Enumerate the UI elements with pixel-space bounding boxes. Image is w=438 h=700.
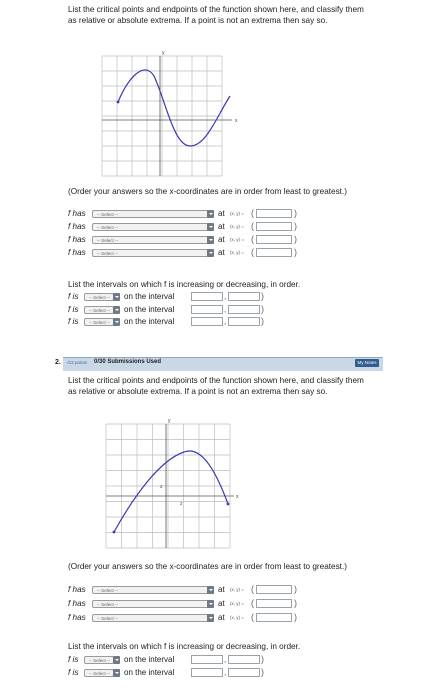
row-label: f has xyxy=(68,585,86,594)
my-notes-button[interactable]: My Notes xyxy=(355,359,379,367)
extremum-select[interactable]: -- Select -- xyxy=(92,210,214,218)
open-paren: ( xyxy=(251,247,254,257)
chevron-down-icon[interactable] xyxy=(113,318,120,326)
comma: , xyxy=(224,292,227,301)
point-input[interactable] xyxy=(256,235,292,244)
close-paren: ) xyxy=(294,208,297,218)
close-paren: ) xyxy=(294,234,297,244)
close-bracket: ) xyxy=(261,291,264,301)
xy-label: (x, y) = xyxy=(230,211,244,216)
interval-start-input[interactable] xyxy=(191,655,223,664)
interval-end-input[interactable] xyxy=(228,655,260,664)
point-input[interactable] xyxy=(256,222,292,231)
chevron-down-icon[interactable] xyxy=(207,249,214,257)
close-bracket: ) xyxy=(261,316,264,326)
chevron-down-icon[interactable] xyxy=(207,586,214,594)
point-input[interactable] xyxy=(256,599,292,608)
chevron-down-icon[interactable] xyxy=(207,223,214,231)
chevron-down-icon[interactable] xyxy=(207,210,214,218)
chevron-down-icon[interactable] xyxy=(207,600,214,608)
close-bracket: ) xyxy=(261,654,264,664)
open-paren: ( xyxy=(251,221,254,231)
problem1-order-note: (Order your answers so the x-coordinates are in order from least to greatest.) xyxy=(68,187,347,196)
at-label: at xyxy=(218,222,225,231)
direction-select[interactable]: -- Select -- xyxy=(84,669,114,677)
interval-text: on the interval xyxy=(124,292,175,301)
close-paren: ) xyxy=(294,221,297,231)
comma: , xyxy=(224,655,227,664)
y-axis-label: y xyxy=(162,50,165,56)
interval-row-label: f is xyxy=(68,655,79,664)
x-axis-label: x xyxy=(235,118,238,124)
interval-end-input[interactable] xyxy=(228,305,260,314)
close-paren: ) xyxy=(294,612,297,622)
open-paren: ( xyxy=(251,584,254,594)
close-paren: ) xyxy=(294,598,297,608)
chevron-down-icon[interactable] xyxy=(207,236,214,244)
extremum-select[interactable]: -- Select -- xyxy=(92,614,214,622)
interval-start-input[interactable] xyxy=(191,668,223,677)
interval-text: on the interval xyxy=(124,317,175,326)
problem2-submissions: 0/30 Submissions Used xyxy=(94,359,162,365)
endpoint-marker xyxy=(117,101,120,104)
interval-start-input[interactable] xyxy=(191,292,223,301)
open-paren: ( xyxy=(251,598,254,608)
problem2-prompt: List the critical points and endpoints of the function shown here, and classify them as relative or absolute extrema. If a point is not an extrema then say so. xyxy=(68,376,364,396)
at-label: at xyxy=(218,585,225,594)
problem1-graph xyxy=(94,48,246,184)
row-label: f has xyxy=(68,209,86,218)
comma: , xyxy=(224,317,227,326)
chevron-down-icon[interactable] xyxy=(113,656,120,664)
interval-end-input[interactable] xyxy=(228,292,260,301)
x-tick-label: 2 xyxy=(180,501,183,506)
row-label: f has xyxy=(68,222,86,231)
point-input[interactable] xyxy=(256,248,292,257)
at-label: at xyxy=(218,613,225,622)
interval-row-label: f is xyxy=(68,317,79,326)
at-label: at xyxy=(218,235,225,244)
extremum-select[interactable]: -- Select -- xyxy=(92,600,214,608)
extremum-select[interactable]: -- Select -- xyxy=(92,223,214,231)
row-label: f has xyxy=(68,613,86,622)
direction-select[interactable]: -- Select -- xyxy=(84,318,114,326)
xy-label: (x, y) = xyxy=(230,237,244,242)
row-label: f has xyxy=(68,248,86,257)
problem2-graph xyxy=(100,416,250,556)
interval-text: on the interval xyxy=(124,668,175,677)
interval-start-input[interactable] xyxy=(191,305,223,314)
x-axis-label: x xyxy=(236,494,239,500)
xy-label: (x, y) = xyxy=(230,224,244,229)
row-label: f has xyxy=(68,235,86,244)
point-input[interactable] xyxy=(256,209,292,218)
interval-row-label: f is xyxy=(68,304,79,314)
chevron-down-icon[interactable] xyxy=(113,669,120,677)
at-label: at xyxy=(218,209,225,218)
chevron-down-icon[interactable] xyxy=(113,293,120,301)
comma: , xyxy=(224,304,227,314)
interval-text: on the interval xyxy=(124,655,175,664)
endpoint-marker xyxy=(227,503,230,506)
y-axis-label: y xyxy=(168,418,171,424)
close-bracket: ) xyxy=(261,303,264,314)
direction-select[interactable]: -- Select -- xyxy=(84,656,114,664)
at-label: at xyxy=(218,599,225,608)
interval-text: on the interval xyxy=(124,304,175,314)
interval-end-input[interactable] xyxy=(228,668,260,677)
direction-select[interactable]: -- Select -- xyxy=(84,293,114,301)
close-paren: ) xyxy=(294,247,297,257)
problem1-intervals-prompt: List the intervals on which f is increasing or decreasing, in order. xyxy=(68,280,301,289)
point-input[interactable] xyxy=(256,613,292,622)
y-tick-label: 2 xyxy=(160,484,163,489)
chevron-down-icon[interactable] xyxy=(113,306,120,314)
chevron-down-icon[interactable] xyxy=(207,614,214,622)
interval-row-label: f is xyxy=(68,668,79,677)
xy-label: (x, y) = xyxy=(230,601,244,606)
extremum-select[interactable]: -- Select -- xyxy=(92,586,214,594)
point-input[interactable] xyxy=(256,585,292,594)
interval-end-input[interactable] xyxy=(228,317,260,326)
problem2-points: -/12 points xyxy=(66,360,88,365)
direction-select[interactable]: -- Select -- xyxy=(84,306,114,314)
close-paren: ) xyxy=(294,584,297,594)
xy-label: (x, y) = xyxy=(230,615,244,620)
close-bracket: ) xyxy=(261,667,264,677)
function-curve xyxy=(114,451,228,532)
xy-label: (x, y) = xyxy=(230,587,244,592)
problem2-intervals-prompt: List the intervals on which f is increasing or decreasing, in order. xyxy=(68,642,301,651)
row-label: f has xyxy=(68,599,86,608)
problem1-prompt: List the critical points and endpoints of the function shown here, and classify them as relative or absolute extrema. If a point is not an extrema then say so. xyxy=(68,5,364,25)
comma: , xyxy=(224,668,227,677)
xy-label: (x, y) = xyxy=(230,250,244,255)
function-curve xyxy=(118,70,230,146)
extremum-select[interactable]: -- Select -- xyxy=(92,236,214,244)
problem2-order-note: (Order your answers so the x-coordinates are in order from least to greatest.) xyxy=(68,562,347,571)
endpoint-marker xyxy=(113,531,116,534)
problem2-number: 2. xyxy=(55,359,61,366)
open-paren: ( xyxy=(251,208,254,218)
interval-start-input[interactable] xyxy=(191,317,223,326)
at-label: at xyxy=(218,248,225,257)
open-paren: ( xyxy=(251,612,254,622)
extremum-select[interactable]: -- Select -- xyxy=(92,249,214,257)
open-paren: ( xyxy=(251,234,254,244)
interval-row-label: f is xyxy=(68,292,79,301)
